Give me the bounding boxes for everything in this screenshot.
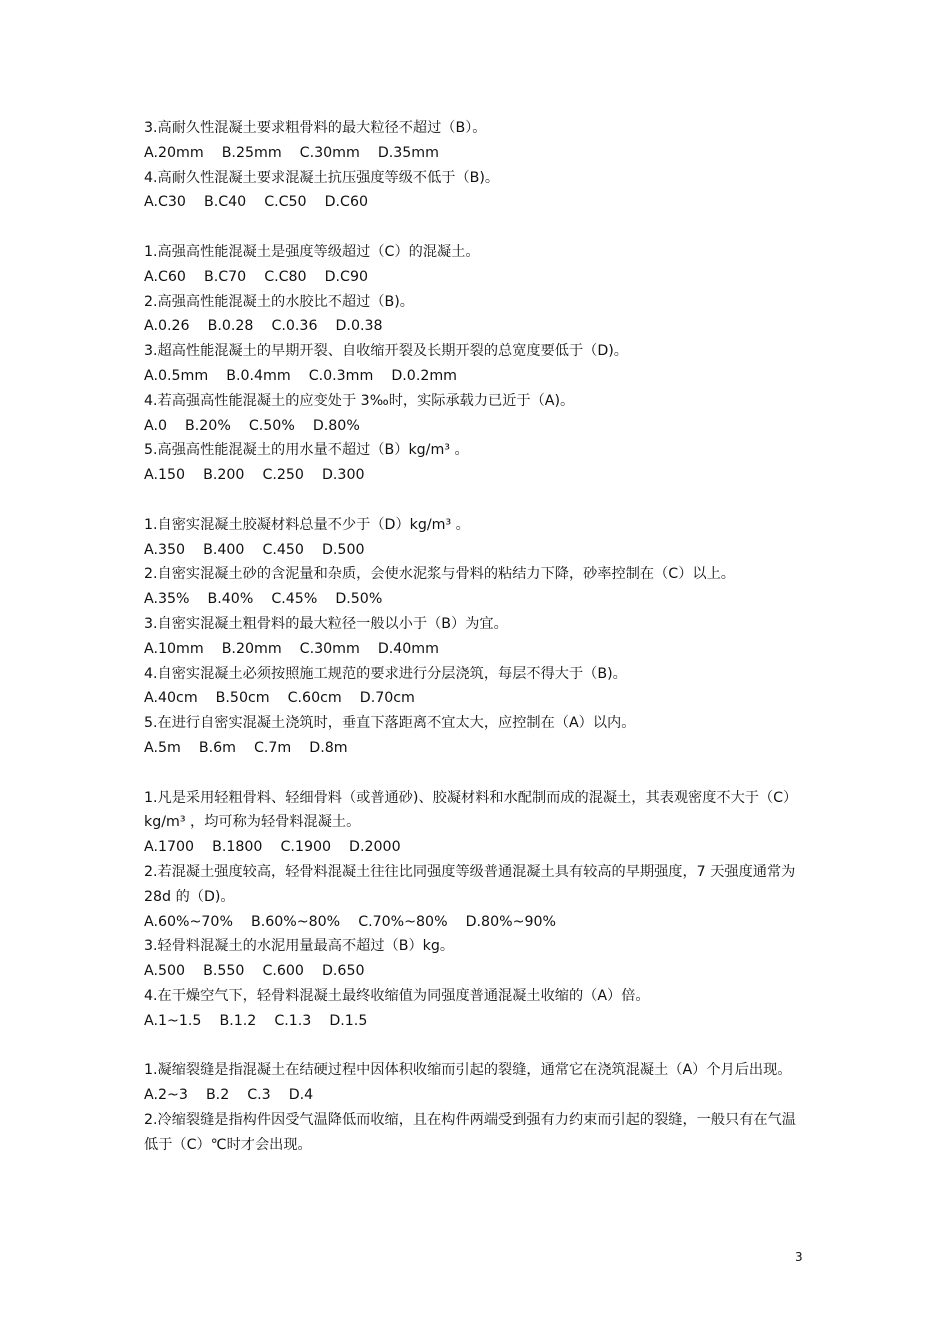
question-line: 2.高强高性能混凝土的水胶比不超过（B)。 [144, 293, 414, 310]
question-line: 3.自密实混凝土粗骨料的最大粒径一般以小于（B）为宜。 [144, 615, 508, 632]
question-line: 3.高耐久性混凝土要求粗骨料的最大粒径不超过（B）。 [144, 120, 487, 136]
options-line: A.150 B.200 C.250 D.300 [144, 467, 365, 484]
options-line: A.0.5mm B.0.4mm C.0.3mm D.0.2mm [144, 367, 457, 384]
options-line: A.5m B.6m C.7m D.8m [144, 739, 348, 756]
options-line: A.35% B.40% C.45% D.50% [144, 591, 383, 608]
document-body [144, 116, 808, 1157]
question-line: 2.冷缩裂缝是指构件因受气温降低而收缩，且在构件两端受到强有力约束而引起的裂缝，一般只有在气温低于（C）℃时才会出现。 [144, 1111, 796, 1153]
question-line: 2.自密实混凝土砂的含泥量和杂质，会使水泥浆与骨料的粘结力下降，砂率控制在（C）以上。 [144, 566, 735, 583]
question-line: 1.凡是采用轻粗骨料、轻细骨料（或普通砂)、胶凝材料和水配制而成的混凝土，其表观密度不大于（C）kg/m³ ，均可称为轻骨料混凝土。 [144, 789, 798, 831]
options-line: A.C60 B.C70 C.C80 D.C90 [144, 268, 369, 285]
question-line: 4.高耐久性混凝土要求混凝土抗压强度等级不低于（B)。 [144, 169, 500, 186]
options-line: A.2~3 B.2 C.3 D.4 [144, 1087, 314, 1104]
question-line: 1.凝缩裂缝是指混凝土在结硬过程中因体积收缩而引起的裂缝，通常它在浇筑混凝土（A）个月后出现。 [144, 1062, 792, 1079]
question-line: 5.在进行自密实混凝土浇筑时，垂直下落距离不宜太大，应控制在（A）以内。 [144, 715, 636, 732]
question-line: 2.若混凝土强度较高，轻骨料混凝土往往比同强度等级普通混凝土具有较高的早期强度，7 天强度通常为 28d 的（D)。 [144, 863, 800, 905]
options-line: A.20mm B.25mm C.30mm D.35mm [144, 144, 439, 161]
question-line: 3.超高性能混凝土的早期开裂、自收缩开裂及长期开裂的总宽度要低于（D)。 [144, 343, 628, 360]
options-line: A.500 B.550 C.600 D.650 [144, 963, 365, 980]
options-line: A.0 B.20% C.50% D.80% [144, 417, 360, 434]
question-line: 4.若高强高性能混凝土的应变处于 3‰时，实际承载力已近于（A)。 [144, 392, 575, 409]
section-durability [144, 116, 808, 215]
options-line: A.0.26 B.0.28 C.0.36 D.0.38 [144, 318, 383, 335]
page-number: 3 [795, 1250, 803, 1264]
section-self-compacting [144, 513, 808, 761]
options-line: A.60%~70% B.60%~80% C.70%~80% D.80%~90% [144, 913, 556, 930]
section-cracks [144, 1058, 808, 1157]
options-line: A.10mm B.20mm C.30mm D.40mm [144, 640, 439, 657]
question-line: 5.高强高性能混凝土的用水量不超过（B）kg/m³ 。 [144, 442, 469, 459]
section-gap [144, 488, 808, 513]
section-high-strength [144, 240, 808, 488]
section-lightweight [144, 786, 808, 1034]
question-line: 4.在干燥空气下，轻骨料混凝土最终收缩值为同强度普通混凝土收缩的（A）倍。 [144, 987, 650, 1004]
options-line: A.1~1.5 B.1.2 C.1.3 D.1.5 [144, 1012, 368, 1029]
question-line: 1.高强高性能混凝土是强度等级超过（C）的混凝土。 [144, 243, 480, 260]
options-line: A.350 B.400 C.450 D.500 [144, 541, 365, 558]
question-line: 1.自密实混凝土胶凝材料总量不少于（D）kg/m³ 。 [144, 516, 470, 533]
question-line: 4.自密实混凝土必须按照施工规范的要求进行分层浇筑，每层不得大于（B)。 [144, 665, 627, 682]
section-gap [144, 761, 808, 786]
options-line: A.1700 B.1800 C.1900 D.2000 [144, 839, 401, 856]
options-line: A.40cm B.50cm C.60cm D.70cm [144, 690, 415, 707]
question-line: 3.轻骨料混凝土的水泥用量最高不超过（B）kg。 [144, 938, 455, 955]
options-line: A.C30 B.C40 C.C50 D.C60 [144, 194, 369, 211]
section-gap [144, 215, 808, 240]
section-gap [144, 1033, 808, 1058]
